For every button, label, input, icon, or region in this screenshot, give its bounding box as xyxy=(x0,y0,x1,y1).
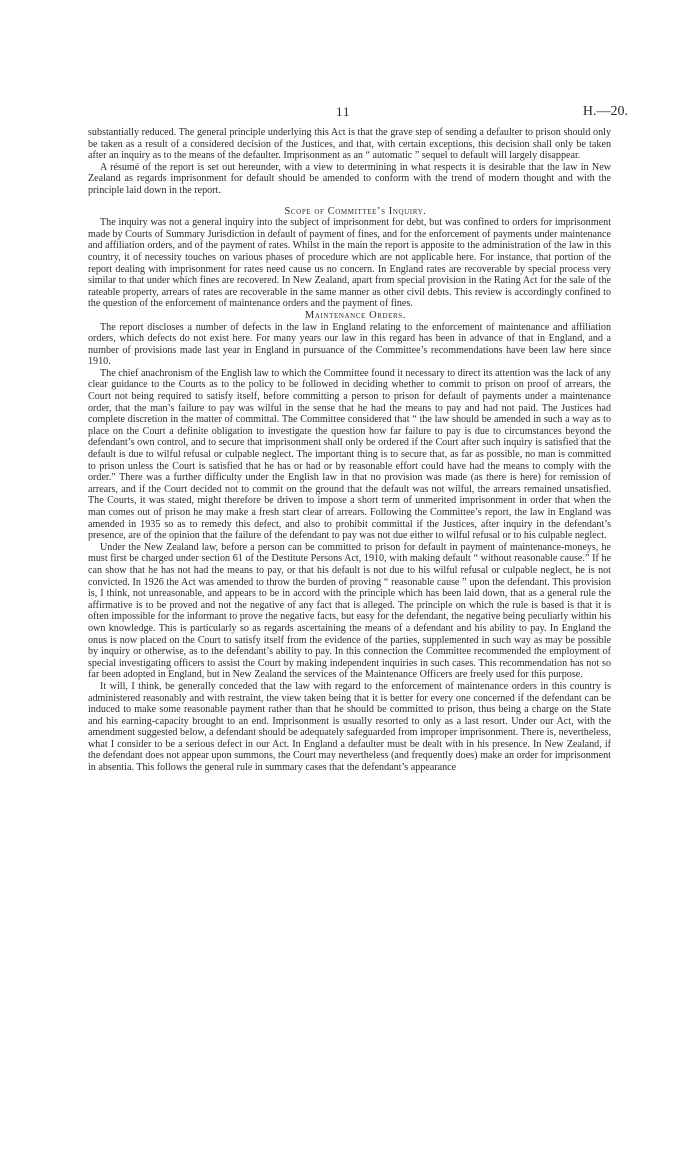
document-body xyxy=(88,127,611,774)
paragraph-nz-law: Under the New Zealand law, before a person can be committed to prison for default in payment of maintenance-moneys, he must first be charged under section 61 of the Destitute Persons Act, 1910, with making default “ without reasonable cause.” If he can show that he has not had the means to pay, or that his default is not due to his wilful refusal or culpable neglect, he is not convicted. In 1926 the Act was amended to throw the burden of proving “ reasonable cause ” upon the defendant. This provision is, I think, not unreasonable, and appears to be in accord with the principle which has been laid down, that as a general rule the affirmative is to be proved and not the negative of any fact that is alleged. The principle on which the rule is based is that it is often impossible for the informant to prove the negative facts, but easy for the defendant, the negative being peculiarly within his own knowledge. This is particularly so as regards ascertaining the means of a defendant and his ability to pay. In England the onus is now placed on the Court to satisfy itself from the evidence of the parties, supplemented in such way as may be possible by inquiry or otherwise, as to the defendant’s ability to pay. In this connection the Committee recommended the employment of special investigating officers to assist the Court by making independent inquiries in such cases. This recommendation has not so far been adopted in England, but in New Zealand the services of the Maintenance Officers are freely used for this purpose. xyxy=(88,541,611,681)
paragraph-anachronism: The chief anachronism of the English law to which the Committee found it necessary to direct its attention was the lack of any clear guidance to the Courts as to the policy to be followed in deciding whether to commit to prison on proof of arrears, the Court not being required to satisfy itself, before committing a person to prison for default of payments under a maintenance order, that the man’s failure to pay was wilful in the sense that he had the means to pay and had not paid. The Justices had complete discretion in the matter of committal. The Committee considered that “ the law should be amended in such a way as to place on the Court a definite obligation to investigate the question how far failure to pay is due to circumstances beyond the defendant’s own control, and to secure that imprisonment shall only be ordered if the Court after such inquiry is satisfied that the default is due to wilful refusal or culpable neglect. The important thing is to secure that, as far as possible, no man is committed to prison unless the Court is satisfied that he has or had or by reasonable effort could have had the means to comply with the order.” There was a further difficulty under the English law in that no provision was made (as there is here) for remission of arrears, and if the Court decided not to commit on the ground that the default was not wilful, the arrears remained unsatisfied. The Courts, it was stated, might therefore be driven to impose a short term of unmerited imprisonment in order that when the man comes out of prison he may make a fresh start clear of arrears. Following the Committee’s report, the law in England was amended in 1935 so as to remedy this defect, and also to prohibit committal if the Justices, after inquiry in the defendant’s presence, are of the opinion that the failure of the defendant to pay was not due either to wilful refusal or to his culpable neglect. xyxy=(88,367,611,542)
document-reference: H.—20. xyxy=(582,104,628,119)
paragraph-defects: The report discloses a number of defects in the law in England relating to the enforcement of maintenance and affiliation orders, which defects do not exist here. For many years our law in this regard has been in advance of that in England, and a number of provisions made last year in England in pursuance of the Committee’s recommendations have been law here since 1910. xyxy=(88,321,611,368)
section-heading-scope: Scope of Committee’s Inquiry. xyxy=(284,205,427,217)
paragraph-enforcement: It will, I think, be generally conceded that the law with regard to the enforcement of maintenance orders in this country is administered reasonably and with restraint, the view taken being that it is better for every one concerned if the defendant can be induced to make some reasonable payment rather than that he should be committed to prison, thus being a charge on the State and his earning-capacity brought to an end. Imprisonment is usually resorted to only as a last resort. Under our Act, with the amendment suggested below, a defendant should be adequately safeguarded from improper imprisonment. There is, nevertheless, what I consider to be a serious defect in our Act. In England a defaulter must be dealt with in his presence. In New Zealand, if the defendant does not appear upon summons, the Court may nevertheless (and frequently does) make an order for imprisonment in absentia. This follows the general rule in summary cases that the defendant’s appearance xyxy=(88,680,611,774)
paragraph-resume: A résumé of the report is set out hereunder, with a view to determining in what respects it is desirable that the law in New Zealand as regards imprisonment for default should be amended to conform with the trend of modern thought and with the principle laid down in the report. xyxy=(88,161,611,196)
section-heading-maintenance: Maintenance Orders. xyxy=(304,309,406,321)
page-number: 11 xyxy=(336,104,351,119)
paragraph-continuation: substantially reduced. The general principle underlying this Act is that the grave step of sending a defaulter to prison should only be taken as a result of a considered decision of the Justices, and that, with certain exceptions, this decision shall only be taken after an inquiry as to the means of the defaulter. Imprisonment as an “ automatic ” sequel to default will largely disappear. xyxy=(88,127,611,162)
paragraph-scope: The inquiry was not a general inquiry into the subject of imprisonment for debt, but was confined to orders for imprisonment made by Courts of Summary Jurisdiction in default of payment of fines, and for the enforcement of payments under maintenance and affiliation orders, and of the payment of rates. Whilst in the main the report is apposite to the administration of the law in this country, it of necessity touches on various phases of procedure which are not applicable here. For instance, that portion of the report dealing with imprisonment for rates need cause us no concern. In England rates are recoverable by special process very similar to that under which fines are recovered. In New Zealand, apart from special provision in the Rating Act for the sale of the rateable property, arrears of rates are recoverable in the same manner as other civil debts. This review is accordingly confined to the question of the enforcement of maintenance orders and the payment of fines. xyxy=(88,217,611,310)
page-header xyxy=(0,104,700,124)
